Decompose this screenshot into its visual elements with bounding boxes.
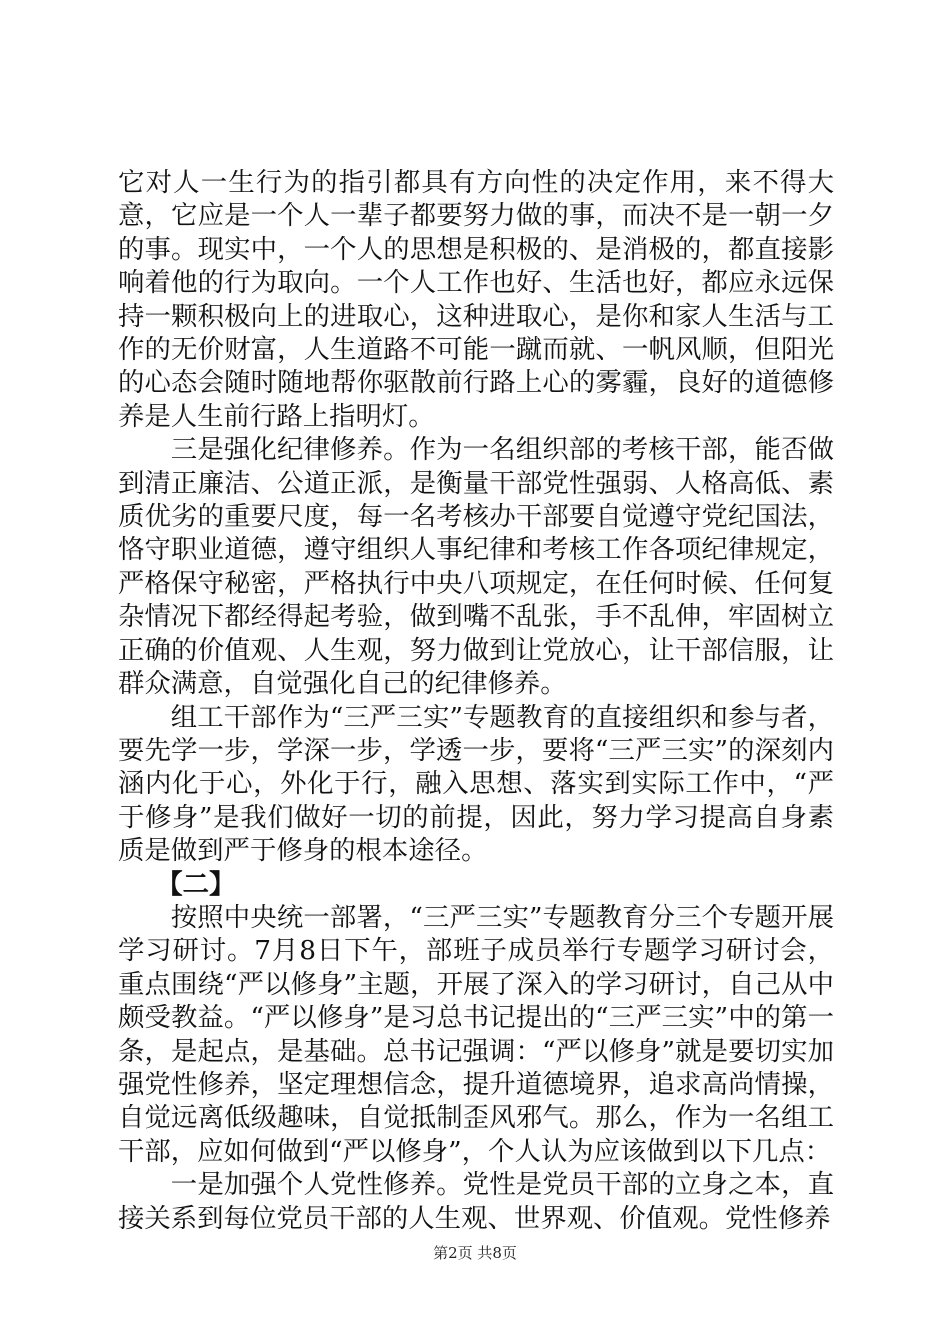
paragraph-continuation: 它对人一生行为的指引都具有方向性的决定作用，来不得大意，它应是一个人一辈子都要努力做的事，而决不是一朝一夕的事。现实中，一个人的思想是积极的、是消极的，都直接影响着他的行为取向。一个人工作也好、生活也好，都应永远保持一颗积极向上的进取心，这种进取心，是你和家人生活与工作的无价财富，人生道路不可能一蹴而就、一帆风顺，但阳光的心态会随时随地帮你驱散前行路上心的雾霾，良好的道德修养是人生前行路上指明灯。 <box>118 167 834 432</box>
document-body <box>118 166 834 1235</box>
paragraph-discipline: 三是强化纪律修养。作为一名组织部的考核干部，能否做到清正廉洁、公道正派，是衡量干部党性强弱、人格高低、素质优劣的重要尺度，每一名考核办干部要自觉遵守党纪国法，恪守职业道德，遵守组织人事纪律和考核工作各项纪律规定，严格保守秘密，严格执行中央八项规定，在任何时候、任何复杂情况下都经得起考验，做到嘴不乱张，手不乱伸，牢固树立正确的价值观、人生观，努力做到让党放心，让干部信服，让群众满意，自觉强化自己的纪律修养。 <box>118 434 834 700</box>
section-heading: 【二】 <box>156 868 236 900</box>
paragraph-party-spirit: 一是加强个人党性修养。党性是党员干部的立身之本，直接关系到每位党员干部的人生观、世界观、价值观。党性修养 <box>118 1169 834 1234</box>
paragraph-study: 按照中央统一部署，“三严三实”专题教育分三个专题开展学习研讨。7月8日下午，部班子成员举行专题学习研讨会，重点围绕“严以修身”主题，开展了深入的学习研讨，自己从中颇受教益。“严以修身”是习总书记提出的“三严三实”中的第一条，是起点，是基础。总书记强调：“严以修身”就是要切实加强党性修养，坚定理想信念，提升道德境界，追求高尚情操，自觉远离低级趣味，自觉抵制歪风邪气。那么，作为一名组工干部，应如何做到“严以修身”，个人认为应该做到以下几点： <box>118 901 834 1167</box>
paragraph-cadre: 组工干部作为“三严三实”专题教育的直接组织和参与者，要先学一步，学深一步，学透一步，要将“三严三实”的深刻内涵内化于心，外化于行，融入思想、落实到实际工作中，“严于修身”是我们做好一切的前提，因此，努力学习提高自身素质是做到严于修身的根本途径。 <box>118 701 834 867</box>
page-footer: 第2页 共8页 <box>433 1244 517 1262</box>
